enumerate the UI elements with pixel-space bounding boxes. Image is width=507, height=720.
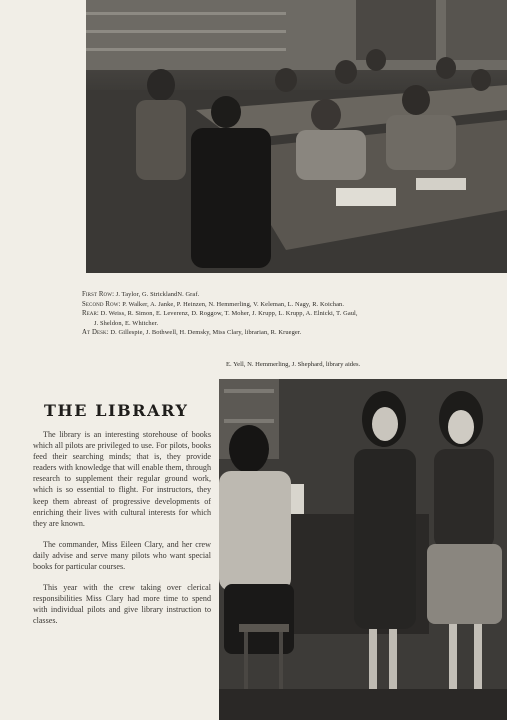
page-title: THE LIBRARY xyxy=(44,401,189,420)
first-row-label: First Row: xyxy=(82,291,115,298)
article-body xyxy=(33,429,211,637)
library-aides-photo-art xyxy=(219,379,507,720)
library-aides-photo xyxy=(219,379,507,720)
library-students-photo xyxy=(86,0,507,273)
aides-caption: E. Yell, N. Hemmerling, J. Shephard, library aides. xyxy=(226,361,361,368)
paragraph-2: The commander, Miss Eileen Clary, and her crew daily advise and serve many pilots who want special books for particular courses. xyxy=(33,539,211,572)
rear-names: D. Weiss, R. Simon, E. Leverenz, D. Roggow, T. Moher, J. Krupp, L. Krupp, A. Elnicki, T. Gaul, xyxy=(100,310,358,318)
paragraph-3: This year with the crew taking over clerical responsibilities Miss Clary had more time to spend with individual pilots and give library instruction to classes. xyxy=(33,583,211,626)
first-row-names: J. Taylor, G. StricklandN. Graf. xyxy=(115,291,200,298)
paragraph-1: The library is an interesting storehouse of books which all pilots are privileged to use. For pilots, books feed their searching minds; that is, they provide readers with knowledge that will enable them, through research to supplement their regular ground work, which is so essential to flight. For instructors, they keep them abreast of progressive developments of enriching their lives with cultural interests for which they are known. xyxy=(33,430,211,528)
second-row-label: Second Row: xyxy=(82,300,121,308)
rear-label: Rear: xyxy=(82,310,99,318)
group-caption xyxy=(82,290,432,338)
library-students-photo-art xyxy=(86,0,507,273)
desk-label: At Desk: xyxy=(82,329,109,337)
second-row-names: P. Walker, A. Janke, P. Heinzen, N. Hemmerling, V. Keleman, L. Nagy, R. Koichan. xyxy=(122,300,345,308)
rear-names-cont: J. Sheldon, E. Whitcher. xyxy=(94,319,159,327)
desk-names: D. Gillespie, J. Bothwell, H. Demsky, Miss Clary, librarian, R. Krueger. xyxy=(110,329,302,337)
